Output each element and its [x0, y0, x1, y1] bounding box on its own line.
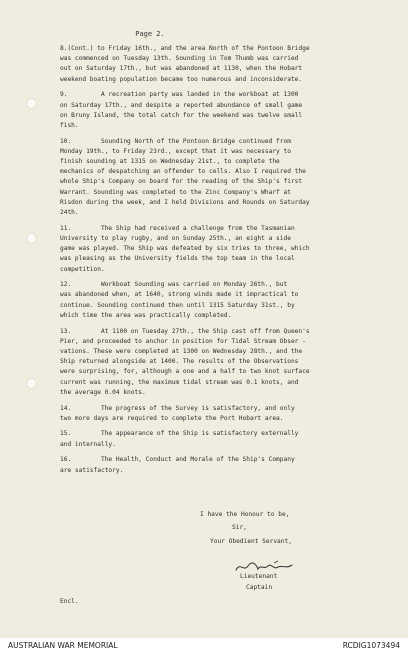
closing-honour: I have the Honour to be, [200, 511, 290, 518]
paragraph-14: 14. The progress of the Survey is satisfactory, and only two more days are required to complete the Port Hobart area. [60, 404, 295, 422]
paragraph-9: 9. A recreation party was landed in the workboat at 1300 on Saturday 17th., and despite a reported abundance of small game on Bruny Island, the total catch for the weekend was twelve small fish. [60, 91, 303, 129]
paragraph-15: 15. The appearance of the Ship is satisfactory externally and internally. [60, 430, 299, 448]
paragraph-11: 11. The Ship had received a challenge from the Tasmanian University to play rugby, and on Sunday 25th., an eight a side game was played. The Ship was defeated by six tries to three, which was pleasing as the University fields the top team in the local competition. [60, 224, 310, 273]
page-number: Page 2. [135, 30, 165, 38]
footer-record-id: RCDIG1073494 [342, 641, 400, 650]
punch-hole [26, 233, 37, 244]
paragraph-16: 16. The Health, Conduct and Morale of the Ship's Company are satisfactory. [60, 456, 295, 474]
paragraph-12: 12. Workboat Sounding was carried on Monday 26th., but was abandoned when, at 1640, strong winds made it impractical to continue. Sounding continued then until 1315 Saturday 31st., by which time the area was practically completed. [60, 281, 299, 319]
signatory-role: Captain [246, 584, 273, 591]
closing-servant: Your Obedient Servant, [210, 538, 292, 545]
letter-body [60, 44, 378, 481]
enclosure-note: Encl. [60, 598, 79, 605]
archive-footer [0, 638, 408, 654]
footer-institution: AUSTRALIAN WAR MEMORIAL [8, 641, 118, 650]
signatory-rank: Lieutenant [240, 573, 278, 580]
closing-salutation: Sir, [232, 524, 247, 531]
paragraph-10: 10. Sounding North of the Pontoon Bridge continued from Monday 19th., to Friday 23rd., except that it was necessary to finish sounding at 1315 on Wednesday 21st., to complete the mechanics of despatching an offender to cells. Also I required the whole Ship's Company on board for the reading of the Ship's first Warrant. Sounding was completed to the Zinc Company's Wharf at Risdon during the week, and I held Divisions and Rounds on Saturday 24th. [60, 137, 310, 217]
paragraph-13: 13. At 1100 on Tuesday 27th., the Ship cast off from Queen's Pier, and proceeded to anchor in position for Tidal Stream Obser - vations. These were completed at 1300 on Wednesday 28th., and the Ship returned alongside at 1400. The results of the Observations were surprising, for, although a one and a half to two knot surface current was running, the maximum tidal stream was 0.1 knots, and the average 0.04 knots. [60, 327, 310, 396]
punch-hole [26, 378, 37, 389]
punch-hole [26, 98, 37, 109]
paragraph-8: 8.(Cont.) to Friday 16th., and the area North of the Pontoon Bridge was commenced on Tuesday 13th. Sounding in Tom Thumb was carried out on Saturday 17th., but was abandoned at 1130, when the Hobart weekend boating population became too numerous and inconsiderate. [60, 45, 310, 83]
